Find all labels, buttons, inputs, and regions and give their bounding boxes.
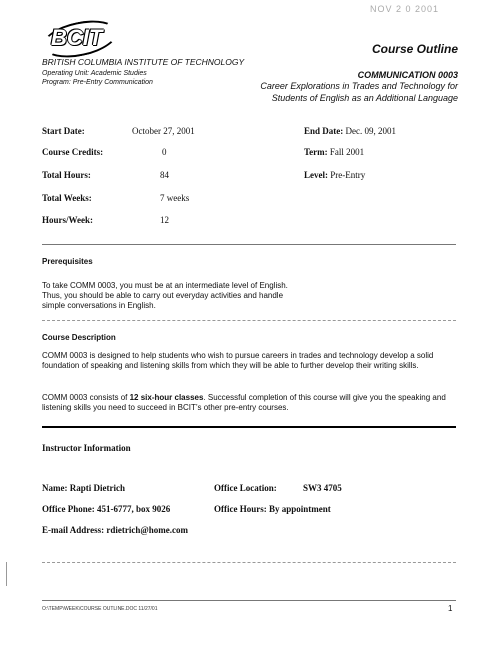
scan-margin-mark (6, 562, 7, 586)
start-date-value: October 27, 2001 (132, 126, 195, 136)
total-weeks-value: 7 weeks (160, 193, 190, 203)
email-value: rdietrich@home.com (106, 525, 188, 535)
prerequisites-heading: Prerequisites (42, 257, 93, 266)
name-label: Name: (42, 483, 68, 493)
phone-value: 451-6777, box 9026 (96, 504, 171, 514)
divider (42, 426, 456, 428)
operating-unit: Operating Unit: Academic Studies (42, 70, 147, 77)
end-date (304, 126, 396, 136)
page-number: 1 (448, 604, 453, 613)
description-para-2 (42, 393, 458, 413)
para2-post: . Successful completion of this course will give you the speaking and listening skills you need to succeed in BCIT’s other pre-entry courses. (42, 393, 446, 412)
office-phone (42, 504, 170, 514)
description-para-1: COMM 0003 is designed to help students who wish to pursue careers in trades and technology develop a solid foundation of speaking and listening skills from which they will be able to further develop their writing skills. (42, 351, 434, 370)
para2-pre: COMM 0003 consists of (42, 393, 130, 402)
email (42, 525, 188, 535)
term-value: Fall 2001 (329, 147, 365, 157)
para2-bold: 12 six-hour classes (129, 393, 204, 402)
divider (42, 562, 456, 563)
divider (42, 244, 456, 245)
total-weeks-label: Total Weeks: (42, 193, 92, 203)
office-hours (214, 504, 331, 514)
credits-label: Course Credits: (42, 147, 104, 157)
bcit-logo (42, 22, 114, 52)
office-location-label: Office Location: (214, 483, 277, 493)
level-value: Pre-Entry (330, 170, 366, 180)
credits-value: 0 (162, 147, 167, 157)
start-date-label: Start Date: (42, 126, 85, 136)
received-stamp: NOV 2 0 2001 (370, 4, 440, 14)
email-label: E-mail Address: (42, 525, 105, 535)
description-heading: Course Description (42, 333, 116, 342)
total-hours-label: Total Hours: (42, 170, 91, 180)
prerequisites-text: To take COMM 0003, you must be at an intermediate level of English. Thus, you should be able to carry out everyday activities and handle simple conversations in English. (42, 281, 288, 310)
name-value: Rapti Dietrich (69, 483, 125, 493)
level (304, 170, 365, 180)
office-hours-label: Office Hours: (214, 504, 267, 514)
divider (42, 320, 456, 321)
footer-path: O:\TEMP\WEEK\COURSE OUTLINE.DOC 11/27/01 (42, 606, 158, 612)
hours-week-label: Hours/Week: (42, 215, 93, 225)
office-location-value: SW3 4705 (303, 483, 342, 493)
term (304, 147, 364, 157)
level-label: Level: (304, 170, 328, 180)
hours-week-value: 12 (160, 215, 169, 225)
course-name: Career Explorations in Trades and Technology for Students of English as an Additional Language (260, 81, 458, 103)
instructor-heading: Instructor Information (42, 443, 131, 453)
program: Program: Pre-Entry Communication (42, 79, 153, 86)
logo-text: BCIT (51, 25, 103, 50)
end-date-label: End Date: (304, 126, 344, 136)
course-code: COMMUNICATION 0003 (357, 70, 458, 80)
office-hours-value: By appointment (268, 504, 331, 514)
phone-label: Office Phone: (42, 504, 95, 514)
instructor-name (42, 483, 125, 493)
footer-rule (42, 600, 456, 601)
outline-title: Course Outline (371, 42, 458, 56)
term-label: Term: (304, 147, 328, 157)
institute-name: BRITISH COLUMBIA INSTITUTE OF TECHNOLOGY (42, 57, 245, 67)
total-hours-value: 84 (160, 170, 169, 180)
end-date-value: Dec. 09, 2001 (345, 126, 397, 136)
